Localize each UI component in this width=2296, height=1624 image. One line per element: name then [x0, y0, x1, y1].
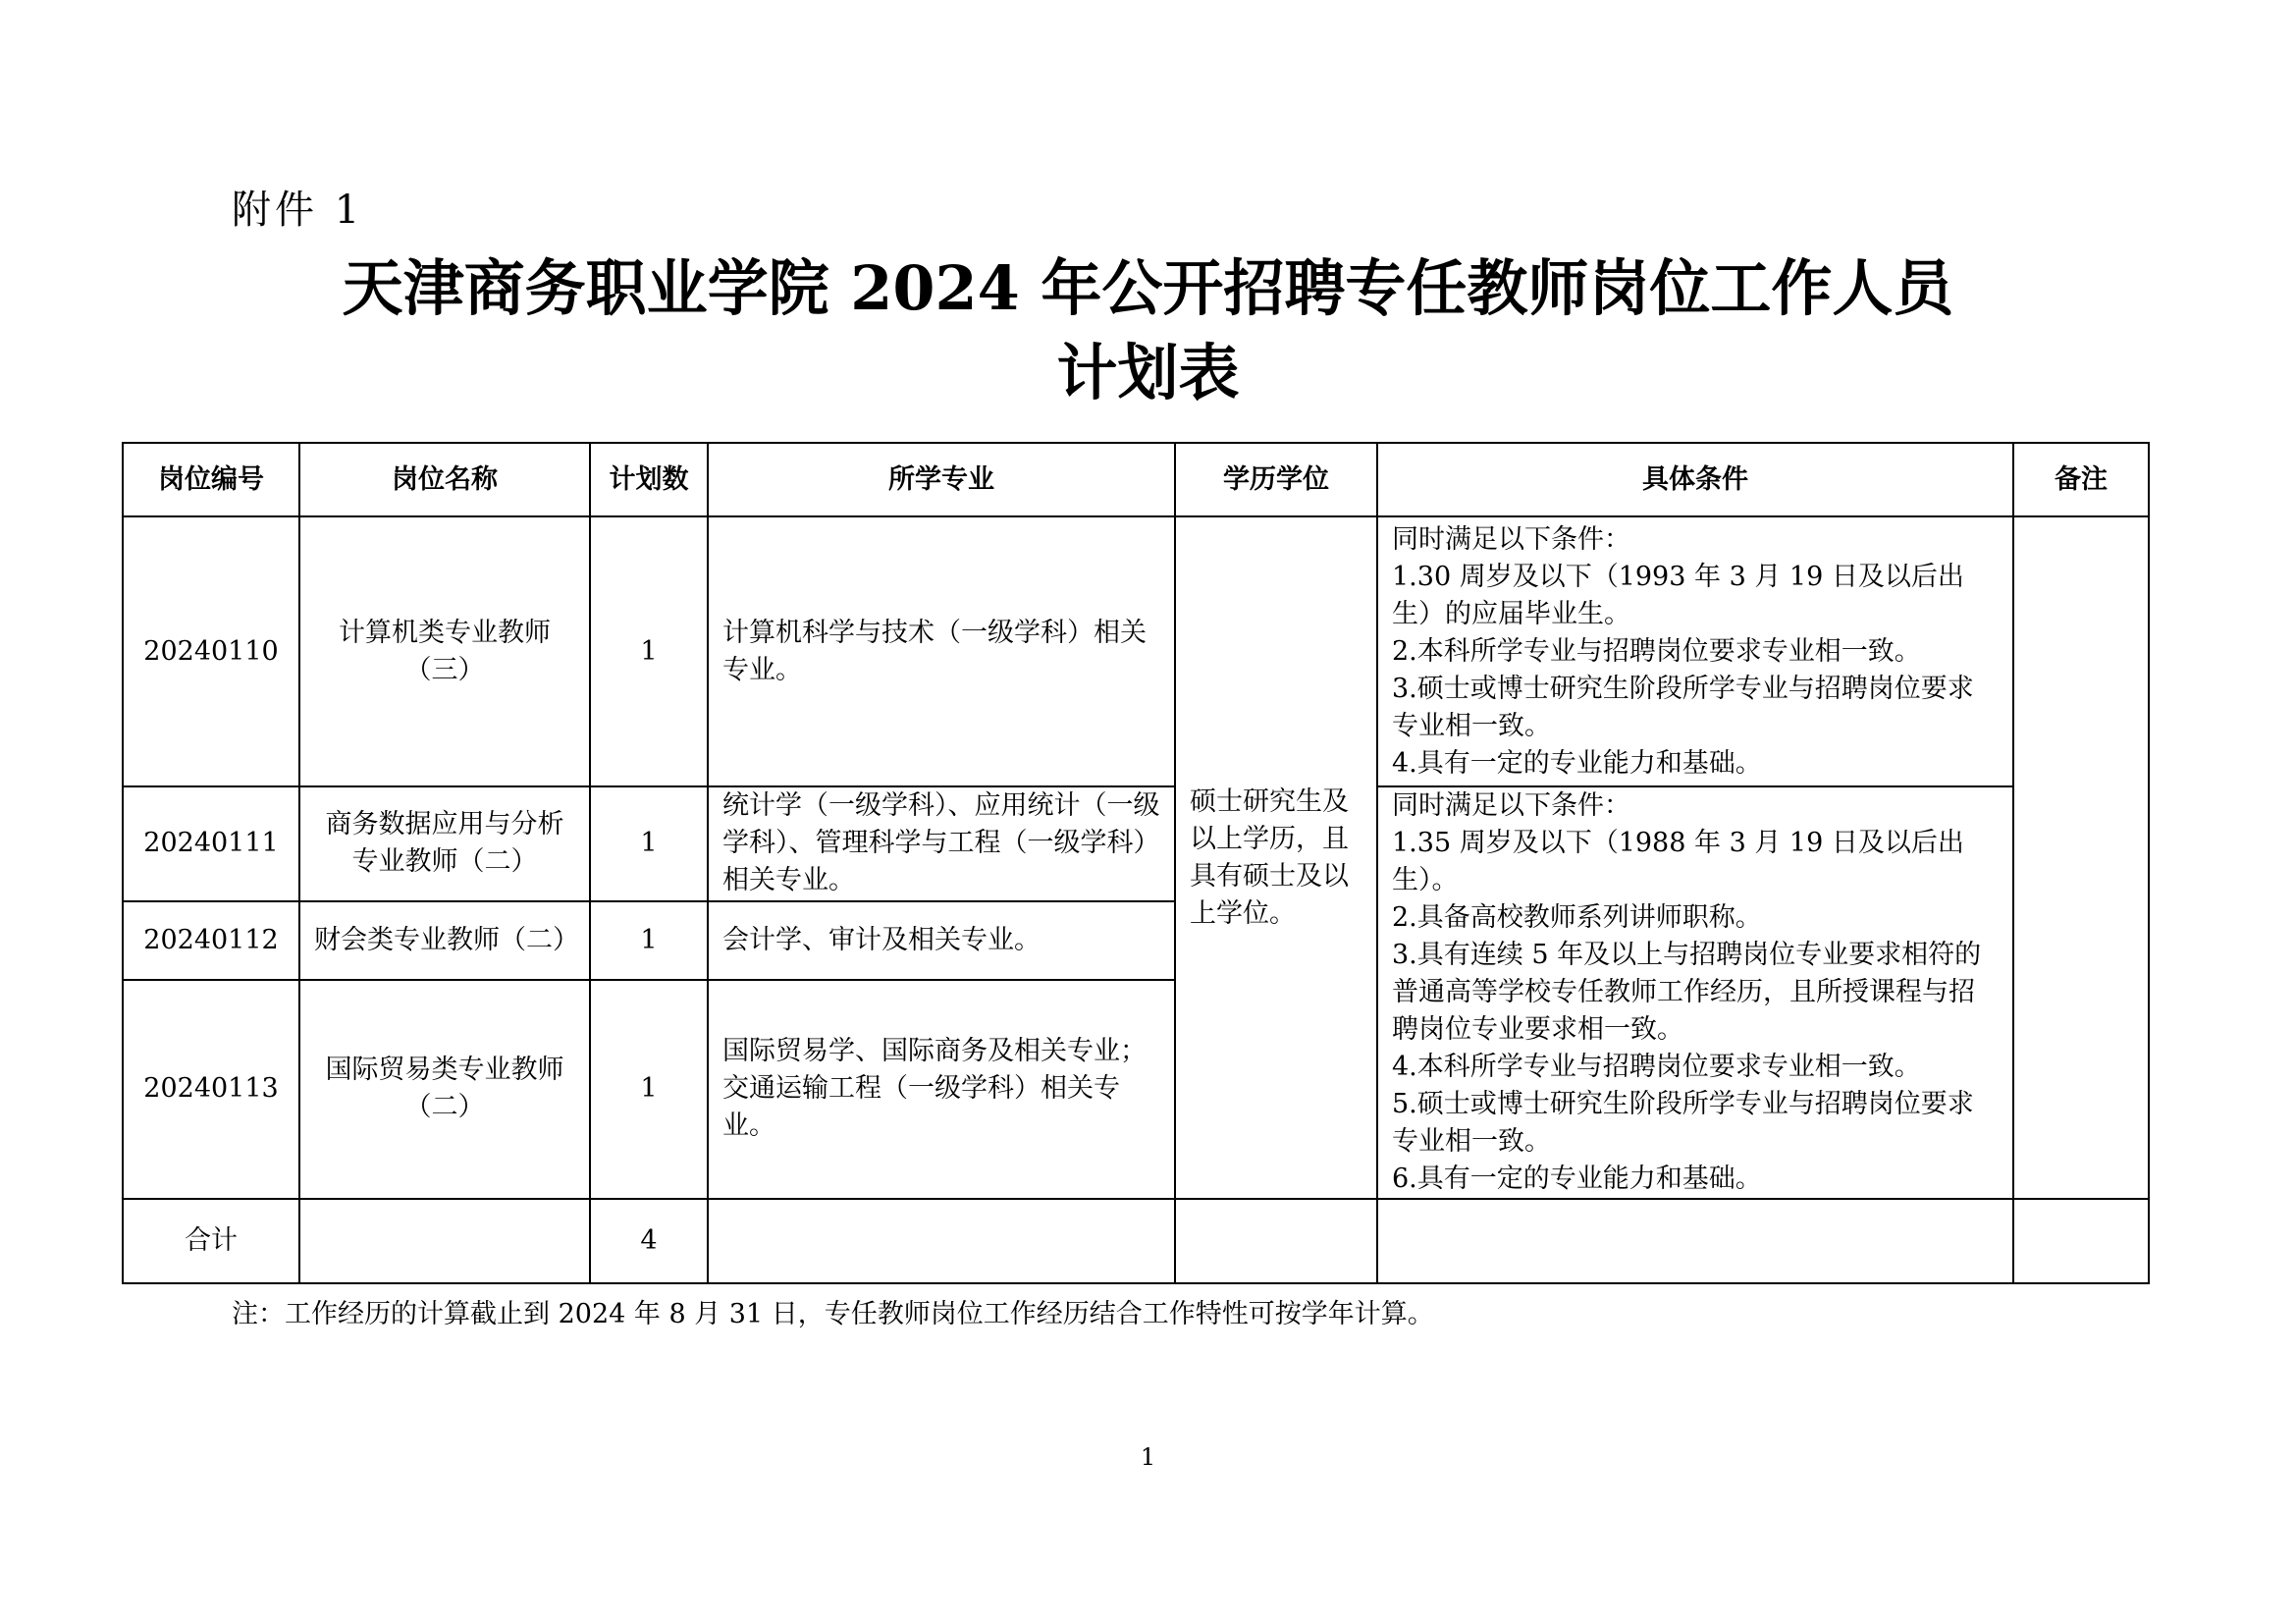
- condition-line: 同时满足以下条件：: [1392, 790, 1630, 821]
- position-code: 20240112: [123, 901, 299, 980]
- conditions-group-a: [1377, 516, 2013, 786]
- footnote: 注：工作经历的计算截止到 2024 年 8 月 31 日，专任教师岗位工作经历结合工作特性可按学年计算。: [232, 1299, 1434, 1329]
- total-empty-cell: [2013, 1199, 2149, 1283]
- header-major: 所学专业: [708, 443, 1175, 516]
- major: 国际贸易学、国际商务及相关专业；交通运输工程（一级学科）相关专业。: [708, 980, 1175, 1199]
- document-title-line2: 计划表: [1056, 337, 1240, 408]
- position-code: 20240110: [123, 516, 299, 786]
- condition-line: 2.本科所学专业与招聘岗位要求专业相一致。: [1392, 635, 1921, 667]
- total-empty-cell: [299, 1199, 590, 1283]
- header-position-name: 岗位名称: [299, 443, 590, 516]
- condition-line: 1.30 周岁及以下（1993 年 3 月 19 日及以后出生）的应届毕业生。: [1392, 561, 1964, 629]
- condition-line: 3.硕士或博士研究生阶段所学专业与招聘岗位要求专业相一致。: [1392, 673, 1974, 741]
- table-header-row: [123, 443, 2149, 516]
- major: 会计学、审计及相关专业。: [708, 901, 1175, 980]
- condition-line: 同时满足以下条件：: [1392, 523, 1630, 555]
- header-plan-count: 计划数: [590, 443, 708, 516]
- condition-line: 4.本科所学专业与招聘岗位要求专业相一致。: [1392, 1052, 1921, 1082]
- document-title: 天津商务职业学院 2024 年公开招聘专任教师岗位工作人员: [342, 252, 1954, 324]
- condition-line: 2.具备高校教师系列讲师职称。: [1392, 902, 1762, 933]
- page-number: 1: [1140, 1443, 1156, 1471]
- plan-count: 1: [590, 901, 708, 980]
- header-education: 学历学位: [1175, 443, 1377, 516]
- major: 统计学（一级学科）、应用统计（一级学科）、管理科学与工程（一级学科）相关专业。: [708, 786, 1175, 901]
- position-name: 计算机类专业教师（三）: [299, 516, 590, 786]
- condition-line: 3.具有连续 5 年及以上与招聘岗位专业要求相符的普通高等学校专任教师工作经历，且所授课程与招聘岗位专业要求相一致。: [1392, 940, 1982, 1045]
- remarks-cell: [2013, 516, 2149, 1199]
- condition-line: 1.35 周岁及以下（1988 年 3 月 19 日及以后出生）。: [1392, 828, 1964, 895]
- condition-line: 6.具有一定的专业能力和基础。: [1392, 1164, 1762, 1194]
- position-code: 20240113: [123, 980, 299, 1199]
- total-count: 4: [590, 1199, 708, 1283]
- table-row: [123, 516, 2149, 786]
- total-empty-cell: [708, 1199, 1175, 1283]
- major: 计算机科学与技术（一级学科）相关专业。: [708, 516, 1175, 786]
- header-position-code: 岗位编号: [123, 443, 299, 516]
- condition-line: 4.具有一定的专业能力和基础。: [1392, 747, 1762, 779]
- education-requirement: 硕士研究生及以上学历，且具有硕士及以上学位。: [1175, 516, 1377, 1199]
- table-row: [123, 786, 2149, 901]
- plan-count: 1: [590, 786, 708, 901]
- header-remarks: 备注: [2013, 443, 2149, 516]
- header-conditions: 具体条件: [1377, 443, 2013, 516]
- total-empty-cell: [1175, 1199, 1377, 1283]
- conditions-group-b: [1377, 786, 2013, 1199]
- position-name: 商务数据应用与分析专业教师（二）: [299, 786, 590, 901]
- position-name: 财会类专业教师（二）: [299, 901, 590, 980]
- position-code: 20240111: [123, 786, 299, 901]
- position-name: 国际贸易类专业教师（二）: [299, 980, 590, 1199]
- plan-count: 1: [590, 980, 708, 1199]
- condition-line: 5.硕士或博士研究生阶段所学专业与招聘岗位要求专业相一致。: [1392, 1089, 1974, 1157]
- total-label: 合计: [123, 1199, 299, 1283]
- total-empty-cell: [1377, 1199, 2013, 1283]
- plan-count: 1: [590, 516, 708, 786]
- recruitment-plan-table: [122, 442, 2150, 1284]
- total-row: [123, 1199, 2149, 1283]
- attachment-label: 附件 1: [232, 188, 364, 233]
